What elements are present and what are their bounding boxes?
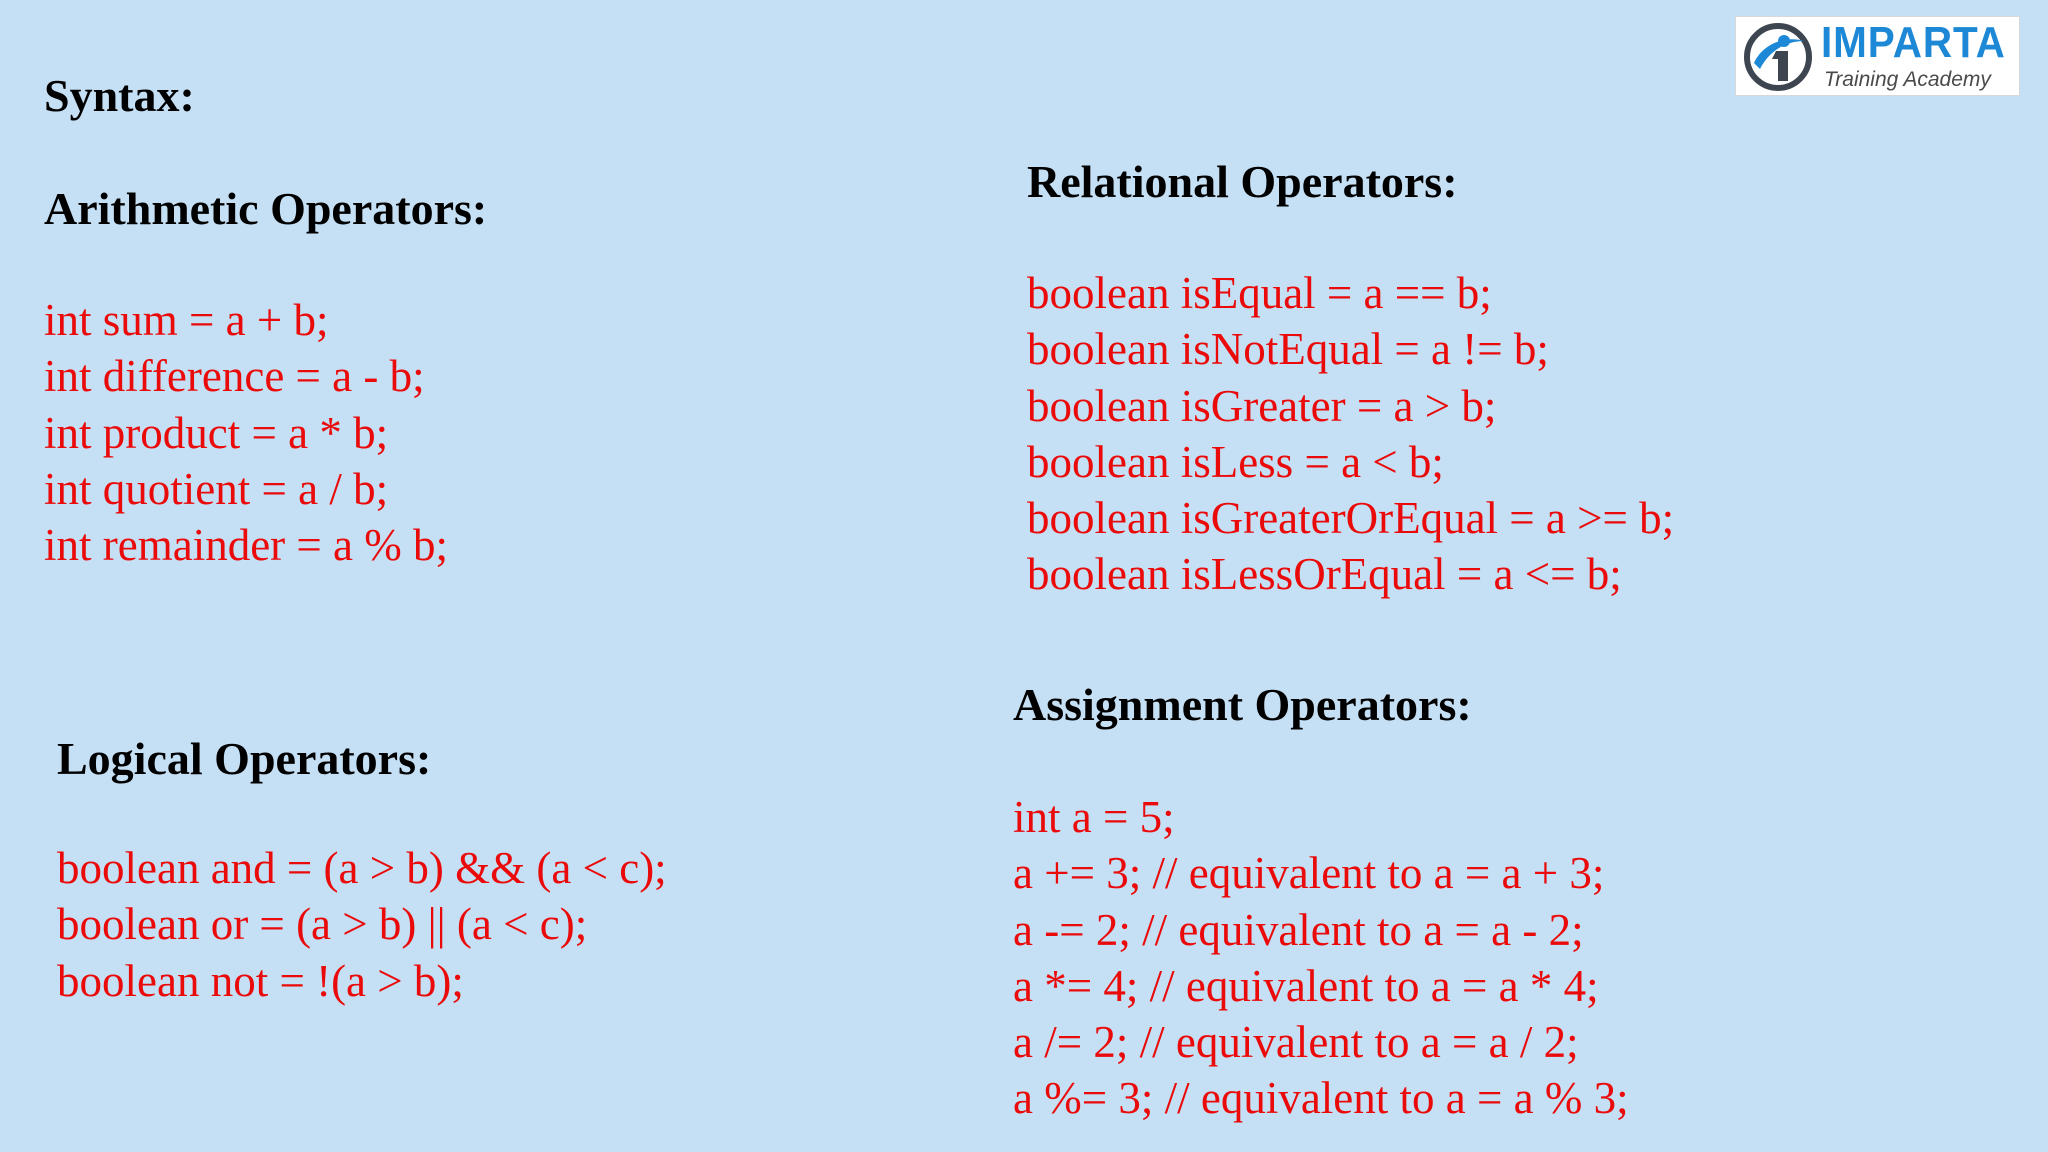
imparta-logo [1735, 16, 2020, 96]
syntax-heading: Syntax: [44, 70, 195, 121]
code-line: a += 3; // equivalent to a = a + 3; [1013, 848, 1605, 899]
code-line: a %= 3; // equivalent to a = a % 3; [1013, 1073, 1629, 1124]
code-line: a -= 2; // equivalent to a = a - 2; [1013, 904, 1584, 955]
code-line: boolean isLess = a < b; [1027, 436, 1444, 487]
code-line: int product = a * b; [44, 407, 389, 458]
code-line: a *= 4; // equivalent to a = a * 4; [1013, 960, 1599, 1011]
code-line: int remainder = a % b; [44, 520, 448, 571]
code-line: int sum = a + b; [44, 295, 329, 345]
arithmetic-operators-heading: Arithmetic Operators: [44, 183, 488, 234]
code-line: int difference = a - b; [44, 351, 425, 402]
relational-operators-heading: Relational Operators: [1027, 156, 1458, 207]
code-line: boolean not = !(a > b); [57, 955, 464, 1006]
code-line: boolean and = (a > b) && (a < c); [57, 843, 667, 893]
arithmetic-code-block [44, 292, 448, 573]
logo-brand-text: IMPARTA [1821, 18, 2006, 67]
assignment-code-block [1013, 789, 1629, 1127]
code-line: boolean isNotEqual = a != b; [1027, 324, 1549, 375]
code-line: boolean isLessOrEqual = a <= b; [1027, 549, 1622, 600]
code-line: boolean isGreater = a > b; [1027, 380, 1497, 431]
person-swoosh-logo-icon [1744, 23, 1812, 91]
relational-code-block [1027, 265, 1674, 603]
assignment-operators-heading: Assignment Operators: [1013, 679, 1472, 730]
logo-tagline: Training Academy [1824, 68, 1991, 91]
code-line: a /= 2; // equivalent to a = a / 2; [1013, 1017, 1579, 1068]
code-line: boolean isEqual = a == b; [1027, 268, 1492, 318]
code-line: int a = 5; [1013, 792, 1175, 842]
code-line: boolean or = (a > b) || (a < c); [57, 899, 588, 950]
code-line: int quotient = a / b; [44, 463, 389, 514]
logical-code-block [57, 840, 667, 1009]
logical-operators-heading: Logical Operators: [57, 733, 432, 784]
code-line: boolean isGreaterOrEqual = a >= b; [1027, 493, 1675, 544]
